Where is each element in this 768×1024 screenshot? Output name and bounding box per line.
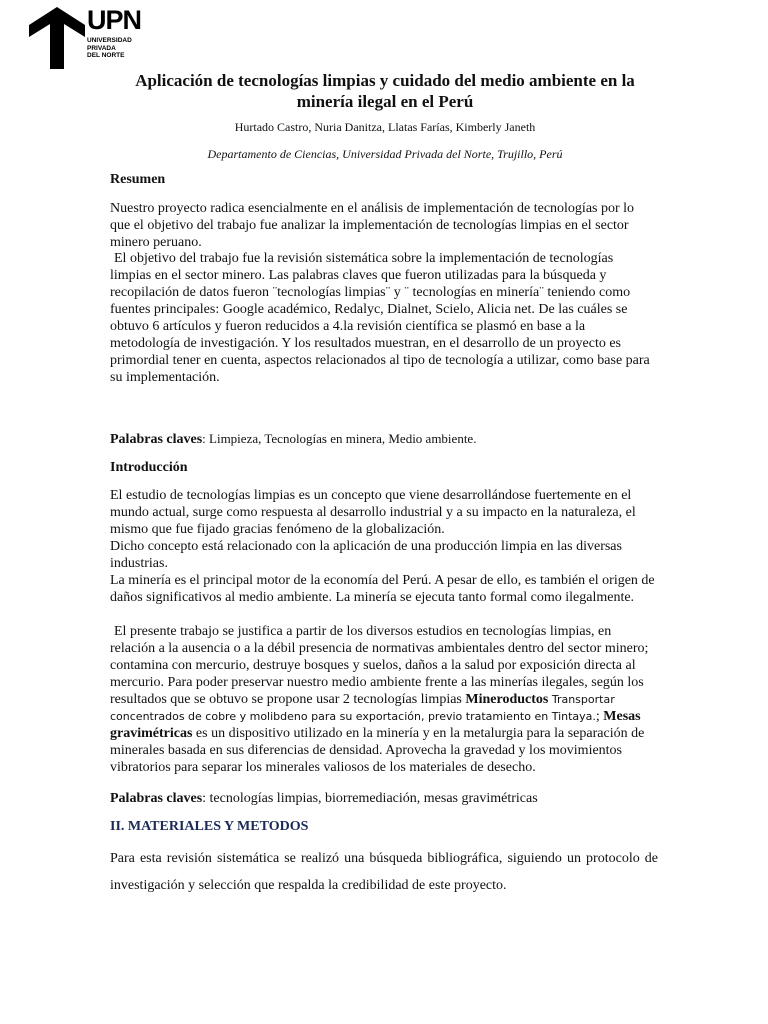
keywords-text-1: : Limpieza, Tecnologías en minera, Medio ambiente. (202, 431, 477, 446)
intro-heading: Introducción (110, 460, 188, 475)
intro-paragraph-4 (110, 623, 656, 776)
logo-line-1: UNIVERSIDAD (87, 37, 132, 44)
term-mesas-gravimetricas: Mesas gravimétricas (110, 709, 641, 741)
term-mineroductos: Mineroductos (465, 692, 549, 707)
keywords-line-1 (110, 430, 656, 448)
intro-p4-end: es un dispositivo utilizado en la minería y en la metalurgia para la separación de minerales basada en sus diferencias de densidad. Aprovecha la gravedad y los movimientos vibratorios para separar los minerales valiosos de los materiales de desecho. (110, 726, 645, 775)
keywords-label-2: Palabras claves (110, 791, 203, 806)
logo-subtitle (87, 37, 141, 60)
logo-text (87, 7, 141, 60)
intro-p4-sep: ; (595, 709, 604, 724)
abstract-paragraph-2: El objetivo del trabajo fue la revisión sistemática sobre la implementación de tecnologías limpias en el sector minero. Las palabras claves que fueron utilizadas para la búsqueda y recopilación de datos fueron ¨tecnologías limpias¨ y ¨ tecnologías en minería¨ teniendo como fuentes principales: Google académico, Redalyc, Dialnet, Scielo, Alicia net. De las cuáles se obtuvo 6 artículos y fueron reducidos a 4.la revisión científica se plasmó en base a la metodología de investigación. Y los resultados muestran, en el desarrollo de un proyecto es primordial tener en cuenta, aspectos relacionados al tipo de tecnología a utilizar, como base para su implementación. (110, 251, 650, 385)
abstract-heading: Resumen (110, 172, 166, 187)
affiliation: Departamento de Ciencias, Universidad Privada del Norte, Trujillo, Perú (207, 147, 563, 161)
intro-paragraph-3: La minería es el principal motor de la economía del Perú. A pesar de ello, es también el origen de daños significativos al medio ambiente. La minería se ejecuta tanto formal como ilegalmente. (110, 573, 655, 605)
mineroductos-description: Transportar concentrados de cobre y molibdeno para su exportación, previo tratamiento en Tintaya. (110, 693, 615, 723)
keywords-line-2 (110, 790, 656, 807)
abstract-paragraph-1: Nuestro proyecto radica esencialmente en el análisis de implementación de tecnologías por lo que el objetivo del trabajo fue analizar la implementación de tecnologías limpias en el sector minero peruano. (110, 201, 635, 250)
logo-line-3: DEL NORTE (87, 52, 125, 59)
intro-p4-start: El presente trabajo se justifica a partir de los diversos estudios en tecnologías limpias, en relación a la ausencia o a la débil presencia de normativas ambientales dentro del sector minero; contamina con mercurio, destruye bosques y suelos, daños a la salud por exposición directa al mercurio. Para poder preservar nuestro medio ambiente frente a las minerías ilegales, según los resultados que se obtuvo se propone usar 2 tecnologías limpias (110, 624, 649, 707)
keywords-label-1: Palabras claves (110, 432, 203, 447)
paper-title: Aplicación de tecnologías limpias y cuidado del medio ambiente en la minería ilegal en el Perú (135, 71, 635, 111)
logo-line-2: PRIVADA (87, 44, 116, 52)
materials-paragraph: Para esta revisión sistemática se realizó una búsqueda bibliográfica, siguiendo un protocolo de investigación y selección que respalda la credibilidad de este proyecto. (110, 851, 658, 893)
authors: Hurtado Castro, Nuria Danitza, Llatas Farías, Kimberly Janeth (234, 120, 536, 134)
intro-paragraph-1: El estudio de tecnologías limpias es un concepto que viene desarrollándose fuertemente en el mundo actual, surge como respuesta al desarrollo industrial y a su impacto en la naturaleza, el mismo que fue fijado gracias fenómeno de la globalización. (110, 488, 636, 537)
logo-name: UPN (87, 5, 142, 35)
intro-paragraph-2: Dicho concepto está relacionado con la aplicación de una producción limpia en las diversas industrias. (110, 539, 622, 571)
materials-heading: II. MATERIALES Y METODOS (110, 819, 309, 834)
keywords-text-2: : tecnologías limpias, biorremediación, mesas gravimétricas (202, 791, 538, 806)
